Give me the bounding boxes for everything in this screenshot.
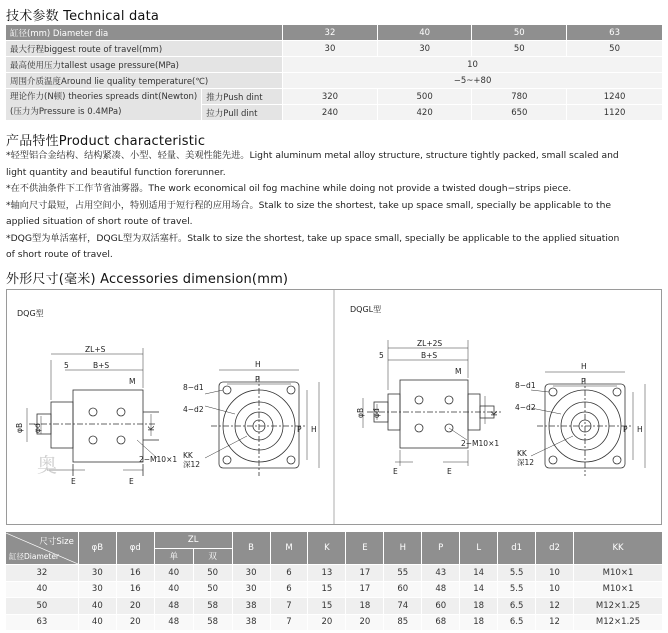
e-callout: E — [71, 477, 76, 486]
product-characteristic-text — [6, 148, 666, 264]
temperature-cell: −5~+80 — [283, 73, 662, 88]
size-diameter-header — [6, 532, 78, 564]
dimension-cell: 16 — [117, 565, 154, 581]
dimension-heading: 外形尺寸(毫米) Accessories dimension(mm) — [6, 272, 289, 287]
e-callout: E — [447, 467, 452, 476]
dimension-cell: 60 — [384, 582, 421, 598]
dimension-cell: 6.5 — [498, 598, 535, 614]
pull-cell: 420 — [378, 105, 472, 120]
dimension-cell: 10 — [536, 565, 573, 581]
stroke-cell: 30 — [378, 41, 472, 56]
push-cell: 780 — [472, 89, 566, 104]
pressure-row — [6, 57, 662, 72]
dimension-cell: 40 — [155, 582, 193, 598]
stroke-row — [6, 41, 662, 56]
diameter-header-label: 缸径(mm) Diameter dia — [6, 25, 282, 40]
dqg-front-view — [183, 360, 319, 476]
e-callout: E — [129, 477, 134, 486]
phi-b-callout: φB — [356, 407, 365, 418]
push-cell: 320 — [283, 89, 377, 104]
dimension-cell: 12 — [536, 598, 573, 614]
size-label: 尺寸Size — [39, 536, 74, 547]
technical-header-row — [6, 25, 662, 40]
dimension-cell: 40 — [79, 598, 116, 614]
dimension-cell: 55 — [384, 565, 421, 581]
zl-s-callout: ZL+S — [85, 345, 106, 354]
dimension-cell: 7 — [271, 615, 308, 631]
dimension-cell: 50 — [194, 565, 232, 581]
m-callout: M — [129, 377, 136, 386]
stroke-cell: 50 — [567, 41, 662, 56]
logo-watermark: 奥 — [37, 453, 57, 477]
dimension-cell: 17 — [346, 565, 383, 581]
dimension-drawing-panel — [6, 289, 662, 525]
col-header-k: K — [308, 532, 345, 564]
table-row — [6, 582, 662, 598]
dimension-cell: 74 — [384, 598, 421, 614]
dimension-cell: 20 — [117, 598, 154, 614]
dqg-side-view — [15, 345, 177, 486]
dqgl-side-view — [356, 339, 501, 476]
col-header-phi-d: φd — [117, 532, 154, 564]
dimension-cell: 6.5 — [498, 615, 535, 631]
col-header-zl: ZL — [155, 532, 232, 548]
e-callout: E — [393, 467, 398, 476]
product-line: of short route of travel. — [6, 249, 113, 260]
push-cell: 1240 — [567, 89, 662, 104]
diameter-cell: 32 — [283, 25, 377, 40]
five-callout: 5 — [379, 351, 384, 360]
product-characteristic-heading: 产品特性Product characteristic — [6, 134, 206, 149]
dimension-cell: 48 — [422, 582, 459, 598]
dimension-cell: M12×1.25 — [574, 615, 662, 631]
k-callout: K — [490, 411, 499, 416]
col-header-b: B — [233, 532, 270, 564]
diameter-cell: 40 — [6, 582, 78, 598]
col-header-h: H — [384, 532, 421, 564]
force-label-line-2: (压力为Pressure is 0.4MPa) — [10, 106, 122, 117]
dimension-cell: M10×1 — [574, 565, 662, 581]
dimension-cell: 30 — [233, 565, 270, 581]
col-header-d2: d2 — [536, 532, 573, 564]
thread-callout: 2−M10×1 — [461, 439, 500, 448]
dimension-cell: 38 — [233, 598, 270, 614]
phi-d-callout: φd — [33, 423, 42, 433]
temperature-label: 周围介质温度Around lie quality temperature(℃) — [6, 73, 282, 88]
zl-2s-callout: ZL+2S — [417, 339, 443, 348]
diameter-cell: 40 — [378, 25, 472, 40]
four-d2-callout: 4−d2 — [183, 405, 204, 414]
k-callout: K — [147, 426, 156, 431]
dimension-header-row — [6, 532, 662, 548]
dqg-label: DQG型 — [17, 309, 44, 318]
dimension-cell: 18 — [346, 598, 383, 614]
diameter-cell: 50 — [472, 25, 566, 40]
dimension-cell: 14 — [460, 565, 497, 581]
col-header-l: L — [460, 532, 497, 564]
dimension-cell: M10×1 — [574, 582, 662, 598]
thread-callout: 2−M10×1 — [139, 455, 178, 464]
dimension-cell: 58 — [194, 598, 232, 614]
diameter-cell: 50 — [6, 598, 78, 614]
dimension-cell: 30 — [233, 582, 270, 598]
phi-d-callout: φd — [372, 408, 381, 418]
dimension-cell: 48 — [155, 615, 193, 631]
force-label — [6, 89, 201, 120]
pressure-label: 最高使用压力tallest usage pressure(MPa) — [6, 57, 282, 72]
dimension-cell: 6 — [271, 582, 308, 598]
h-callout: H — [581, 362, 587, 371]
p-callout: P — [581, 377, 586, 386]
dimension-cell: 48 — [155, 598, 193, 614]
cylinder-drawing — [7, 290, 661, 524]
eight-d1-callout: 8−d1 — [183, 383, 204, 392]
diameter-cell: 63 — [6, 615, 78, 631]
dimension-cell: 16 — [117, 582, 154, 598]
diameter-cell: 32 — [6, 565, 78, 581]
p-side-callout: P — [297, 425, 302, 434]
dimension-cell: M12×1.25 — [574, 598, 662, 614]
dimension-cell: 18 — [460, 598, 497, 614]
p-side-callout: P — [623, 425, 628, 434]
dqgl-label: DQGL型 — [350, 305, 382, 314]
dimension-cell: 6 — [271, 565, 308, 581]
b-s-callout: B+S — [93, 361, 110, 370]
h-side-callout: H — [637, 425, 643, 434]
dimension-cell: 10 — [536, 582, 573, 598]
four-d2-callout: 4−d2 — [515, 403, 536, 412]
dimension-cell: 43 — [422, 565, 459, 581]
force-label-line-1: 理论作力(N顿) theories spreads dint(Newton) — [10, 91, 198, 102]
pull-cell: 650 — [472, 105, 566, 120]
diameter-cell: 63 — [567, 25, 662, 40]
p-callout: P — [255, 375, 260, 384]
technical-data-heading: 技术参数 Technical data — [6, 9, 160, 24]
stroke-label: 最大行程biggest route of travel(mm) — [6, 41, 282, 56]
table-row — [6, 615, 662, 631]
h-callout: H — [255, 360, 261, 369]
col-header-kk: KK — [574, 532, 662, 564]
dimension-cell: 38 — [233, 615, 270, 631]
stroke-cell: 30 — [283, 41, 377, 56]
dimension-cell: 5.5 — [498, 582, 535, 598]
dimension-cell: 18 — [460, 615, 497, 631]
col-header-e: E — [346, 532, 383, 564]
dimension-cell: 30 — [79, 565, 116, 581]
zl-double-header: 双 — [194, 549, 232, 565]
b-s-callout: B+S — [421, 351, 438, 360]
dimension-cell: 15 — [308, 582, 345, 598]
col-header-m: M — [271, 532, 308, 564]
dimension-cell: 40 — [79, 615, 116, 631]
col-header-phi-b: φB — [79, 532, 116, 564]
dimension-cell: 15 — [308, 598, 345, 614]
kk-callout: KK — [517, 449, 527, 458]
product-line: *DQG型为单活塞杆，DQGL型为双活塞杆。Stalk to size the shortest, take up space small, specially be applicable to the applied situation — [6, 232, 620, 244]
product-line: *轴向尺寸最短，占用空间小，特别适用于短行程的应用场合。Stalk to size the shortest, take up space small, specially be applicable to the — [6, 199, 612, 211]
dimension-cell: 14 — [460, 582, 497, 598]
depth-callout: 深12 — [183, 460, 201, 469]
stroke-cell: 50 — [472, 41, 566, 56]
product-line: light quantity and beautiful function forerunner. — [6, 166, 226, 178]
product-line: applied situation of short route of travel. — [6, 216, 193, 227]
push-cell: 500 — [378, 89, 472, 104]
dimension-cell: 20 — [117, 615, 154, 631]
dimension-cell: 20 — [346, 615, 383, 631]
pressure-cell: 10 — [283, 57, 662, 72]
dimension-cell: 17 — [346, 582, 383, 598]
dimension-cell: 12 — [536, 615, 573, 631]
depth-callout: 深12 — [517, 458, 535, 467]
col-header-d1: d1 — [498, 532, 535, 564]
pull-cell: 240 — [283, 105, 377, 120]
dimension-cell: 85 — [384, 615, 421, 631]
push-label: 推力Push dint — [202, 89, 282, 104]
dimension-cell: 20 — [308, 615, 345, 631]
diameter-label: 缸径Diameter — [9, 551, 60, 561]
dimension-cell: 5.5 — [498, 565, 535, 581]
five-callout: 5 — [64, 361, 69, 370]
product-line: *在不供油条件下工作节省油雾器。The work economical oil fog machine while doing not provide a twisted dough−strips piece. — [6, 183, 572, 194]
dimension-cell: 60 — [422, 598, 459, 614]
dimension-table — [5, 531, 663, 631]
zl-single-header: 单 — [155, 549, 193, 565]
pull-cell: 1120 — [567, 105, 662, 120]
technical-data-table — [5, 24, 663, 121]
phi-b-callout: φB — [15, 422, 24, 433]
h-side-callout: H — [311, 425, 317, 434]
dimension-cell: 58 — [194, 615, 232, 631]
col-header-p: P — [422, 532, 459, 564]
dqgl-front-view — [515, 362, 645, 476]
kk-callout: KK — [183, 451, 193, 460]
dimension-cell: 50 — [194, 582, 232, 598]
dimension-table-body — [6, 565, 662, 630]
temperature-row — [6, 73, 662, 88]
product-line: *轻型铝合金结构、结构紧凑、小型、轻量、美观性能先进。Light aluminum metal alloy structure, structure tightly packed, small scaled and — [6, 150, 619, 161]
dimension-cell: 68 — [422, 615, 459, 631]
push-row — [6, 89, 662, 104]
table-row — [6, 565, 662, 581]
dimension-cell: 30 — [79, 582, 116, 598]
dimension-cell: 13 — [308, 565, 345, 581]
table-row — [6, 598, 662, 614]
m-callout: M — [455, 367, 462, 376]
eight-d1-callout: 8−d1 — [515, 381, 536, 390]
dimension-cell: 40 — [155, 565, 193, 581]
pull-label: 拉力Pull dint — [202, 105, 282, 120]
dimension-cell: 7 — [271, 598, 308, 614]
